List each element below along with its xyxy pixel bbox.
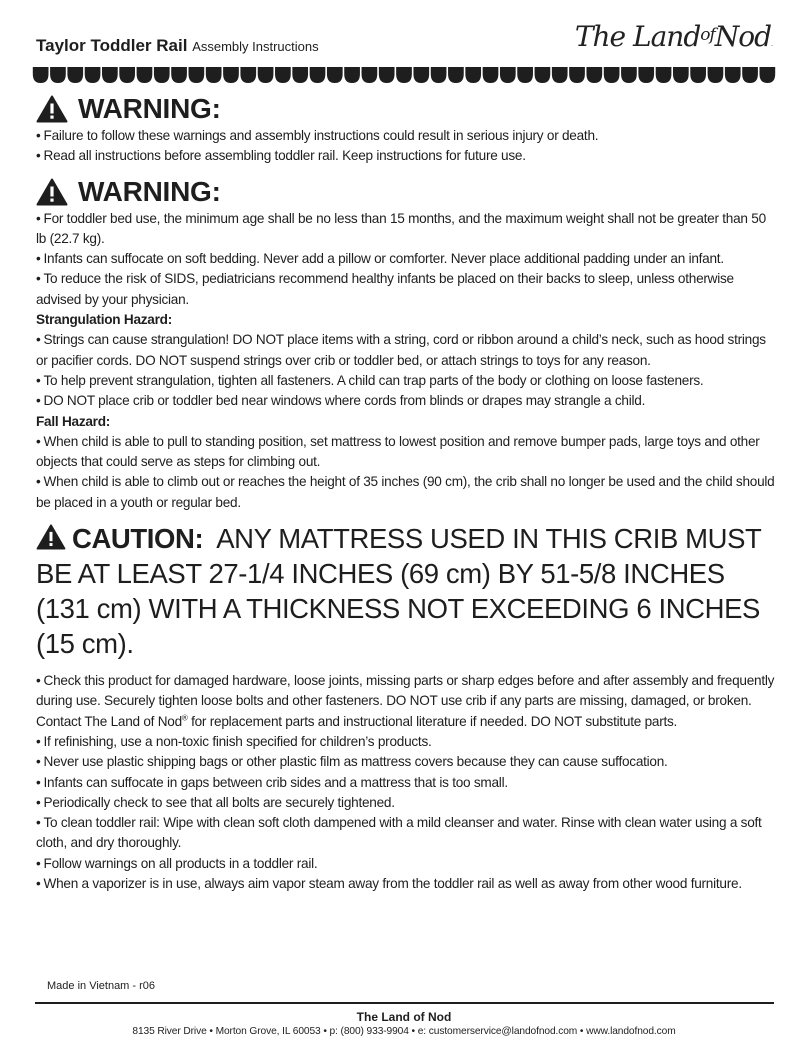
bullet-glyph: • <box>36 393 41 409</box>
list-item: • Never use plastic shipping bags or other plastic film as mattress covers because they can cause suffocation. <box>36 754 668 770</box>
list-item: • Periodically check to see that all bolts are securely tightened. <box>36 794 395 810</box>
caution-text: ANY MATTRESS USED IN THIS CRIB MUST BE AT LEAST 27-1/4 INCHES (69 cm) BY 51-5/8 INCHES (131 cm) WITH A THICKNESS NOT EXCEEDING 6 INCHES (15 cm). <box>36 523 761 660</box>
registered-mark: ® <box>181 713 188 723</box>
list-item: • If refinishing, use a non-toxic finish specified for children’s products. <box>36 733 432 749</box>
fall-hazard-heading: Fall Hazard: <box>36 413 111 429</box>
warning-heading-text: WARNING: <box>78 93 221 124</box>
warning2-list <box>36 209 776 513</box>
bullet-glyph: • <box>36 271 41 287</box>
scallop-border <box>32 67 776 84</box>
bullet-glyph: • <box>36 251 41 267</box>
product-name: Taylor Toddler Rail <box>36 36 188 55</box>
list-item: • Infants can suffocate in gaps between crib sides and a mattress that is too small. <box>36 774 508 790</box>
made-in-label: Made in Vietnam - r06 <box>47 980 156 992</box>
document-title <box>36 36 319 56</box>
list-item: • To clean toddler rail: Wipe with clean soft cloth dampened with a mild cleanser and water. Rinse with clean water using a soft cloth, and dry thoroughly. <box>36 815 762 851</box>
bullet-glyph: • <box>36 148 41 164</box>
warning-triangle-icon <box>36 95 68 123</box>
list-item: • Follow warnings on all products in a toddler rail. <box>36 855 318 871</box>
list-item: • When child is able to climb out or reaches the height of 35 inches (90 cm), the crib shall no longer be used and the child should be placed in a youth or regular bed. <box>36 474 775 510</box>
bullet-glyph: • <box>36 876 41 892</box>
list-item: • Read all instructions before assembling toddler rail. Keep instructions for future use. <box>36 148 526 164</box>
warning-heading-1 <box>36 92 776 126</box>
warning-triangle-icon <box>36 178 68 206</box>
page-header <box>36 20 772 64</box>
footer-contact-info: 8135 River Drive • Morton Grove, IL 60053 • p: (800) 933-9904 • e: customerservice@landofnod.com • www.landofnod.com <box>132 1026 676 1037</box>
list-item: • Strings can cause strangulation! DO NOT place items with a string, cord or ribbon around a child’s neck, such as hood strings or pacifier cords. DO NOT suspend strings over crib or toddler bed, or attach strings to toys for any reason. <box>36 332 766 368</box>
bullet-glyph: • <box>36 733 41 749</box>
bullet-glyph: • <box>36 855 41 871</box>
bullet-glyph: • <box>36 433 41 449</box>
list-item: • To reduce the risk of SIDS, pediatricians recommend healthy infants be placed on their backs to sleep, unless otherwise advised by your physician. <box>36 271 734 307</box>
warning-triangle-icon <box>36 524 66 550</box>
document-subtitle: Assembly Instructions <box>192 39 319 54</box>
brand-logo: The Land$^{of}$Nod. <box>574 20 772 53</box>
footer-divider <box>35 1002 774 1004</box>
bullet-glyph: • <box>36 332 41 348</box>
bullet-glyph: • <box>36 774 41 790</box>
footer-company-name: The Land of Nod <box>356 1010 452 1024</box>
bullet-glyph: • <box>36 128 41 143</box>
list-item: • For toddler bed use, the minimum age shall be no less than 15 months, and the maximum weight shall not be greater than 50 lb (22.7 kg). <box>36 210 766 246</box>
list-item: • When a vaporizer is in use, always aim vapor steam away from the toddler rail as well as away from other wood furniture. <box>36 876 742 892</box>
list-item: • Check this product for damaged hardware, loose joints, missing parts or sharp edges before and after assembly and frequently during use. Securely tighten loose bolts and other fasteners. DO NOT use crib if any parts are missing, damaged, or broken. Contact The Land of Nod® for replacement parts and instructional literature if needed. DO NOT substitute parts. <box>36 673 775 729</box>
bullet-glyph: • <box>36 754 41 770</box>
bullet-glyph: • <box>36 210 41 226</box>
bullet-glyph: • <box>36 474 41 490</box>
list-item: • DO NOT place crib or toddler bed near windows where cords from blinds or drapes may strangle a child. <box>36 393 646 409</box>
bullet-glyph: • <box>36 794 41 810</box>
list-item: • When child is able to pull to standing position, set mattress to lowest position and remove bumper pads, large toys and other objects that could serve as steps for climbing out. <box>36 433 760 470</box>
warning1-list <box>36 126 776 167</box>
list-item: • To help prevent strangulation, tighten all fasteners. A child can trap parts of the body or clothing on loose fasteners. <box>36 372 704 388</box>
list-item: • Failure to follow these warnings and assembly instructions could result in serious injury or death. <box>36 128 599 143</box>
care-list <box>36 671 776 894</box>
strangulation-hazard-heading: Strangulation Hazard: <box>36 312 172 328</box>
bullet-glyph: • <box>36 372 41 388</box>
main-content <box>36 92 776 894</box>
scallop-shape <box>33 67 775 83</box>
caution-label: CAUTION: <box>72 523 204 555</box>
caution-statement <box>36 521 776 661</box>
warning-heading-2 <box>36 175 776 209</box>
bullet-glyph: • <box>36 815 41 831</box>
list-item: • Infants can suffocate on soft bedding. Never add a pillow or comforter. Never place additional padding under an infant. <box>36 251 724 267</box>
bullet-glyph: • <box>36 673 41 689</box>
warning-heading-text: WARNING: <box>78 175 221 207</box>
